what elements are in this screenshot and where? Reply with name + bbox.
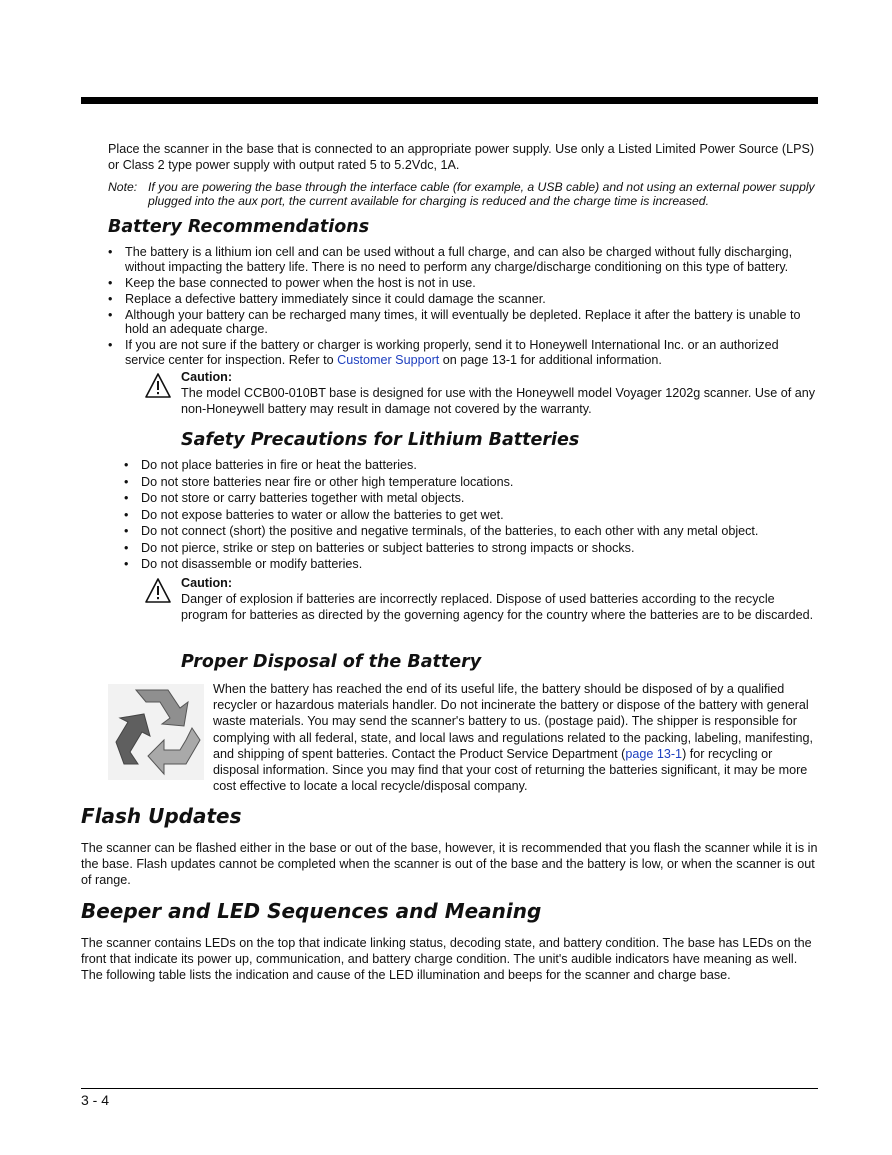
battery-recommendations-heading: Battery Recommendations xyxy=(108,217,370,237)
intro-paragraph: Place the scanner in the base that is connected to an appropriate power supply. Use only a Listed Limited Power Source (LPS) or Class 2 type power supply with output rated 5 to 5.2Vdc, 1A. xyxy=(108,142,815,173)
list-item: • Do not store or carry batteries together with metal objects. xyxy=(124,491,818,506)
list-item: • Do not connect (short) the positive and negative terminals, of the batteries, to each other with any metal object. xyxy=(124,524,818,539)
recycle-icon xyxy=(108,684,204,785)
list-item: • Replace a defective battery immediately since it could damage the scanner. xyxy=(108,292,818,307)
safety-list xyxy=(124,458,818,574)
disposal-text: When the battery has reached the end of its useful life, the battery should be disposed of by a qualified recycler or hazardous materials handler. Do not incinerate the battery or dispose of the battery with general waste materials. You may send the scanner's battery to us. (postage paid). The shipper is responsible for complying with all federal, state, and local laws and regulations related to the packing, labeling, manifesting, and shipping of spent batteries. Contact the Product Service Department ( xyxy=(213,682,813,761)
list-item: • Do not store batteries near fire or other high temperature locations. xyxy=(124,475,818,490)
beeper-led-paragraph: The scanner contains LEDs on the top that indicate linking status, decoding state, and battery condition. The base has LEDs on the front that indicate its power up, communication, and battery charge condition. The unit's audible indicators have meaning as well. The following table lists the indication and cause of the LED illumination and beeps for the scanner and charge base. xyxy=(81,936,812,983)
caution-text: Danger of explosion if batteries are incorrectly replaced. Dispose of used batteries according to the recycle program for batteries as directed by the governing agency for the country where the batteries are to be discarded. xyxy=(181,592,814,623)
flash-updates-heading: Flash Updates xyxy=(81,804,242,828)
list-item: • Although your battery can be recharged many times, it will eventually be depleted. Replace it after the battery is unable to hold an adequate charge. xyxy=(108,308,818,337)
safety-precautions-heading: Safety Precautions for Lithium Batteries xyxy=(181,430,580,450)
warning-triangle-icon xyxy=(144,577,172,610)
caution-text: The model CCB00-010BT base is designed for use with the Honeywell model Voyager 1202g scanner. Use of any non-Honeywell battery may result in damage not covered by the warranty. xyxy=(181,386,816,417)
footer-rule xyxy=(81,1088,818,1089)
list-item: • Do not pierce, strike or step on batteries or subject batteries to strong impacts or shocks. xyxy=(124,541,818,556)
list-item xyxy=(108,338,818,367)
list-item: • Keep the base connected to power when the host is not in use. xyxy=(108,276,818,291)
disposal-paragraph xyxy=(213,681,819,794)
note-text: If you are powering the base through the interface cable (for example, a USB cable) and not using an external power supply plugged into the aux port, the current available for charging is reduced and the charge time is increased. xyxy=(148,180,815,208)
beeper-led-heading: Beeper and LED Sequences and Meaning xyxy=(81,899,542,923)
caution-title: Caution: xyxy=(181,370,233,384)
page-13-1-link[interactable]: page 13-1 xyxy=(625,746,683,761)
caution-block xyxy=(181,575,819,623)
note-block xyxy=(108,180,820,208)
page-number: 3 - 4 xyxy=(81,1092,110,1108)
caution-title: Caution: xyxy=(181,576,233,590)
list-item: • Do not disassemble or modify batteries. xyxy=(124,557,818,572)
proper-disposal-heading: Proper Disposal of the Battery xyxy=(181,652,482,672)
customer-support-link[interactable]: Customer Support xyxy=(337,352,440,367)
battery-recommendations-list xyxy=(108,245,818,369)
warning-triangle-icon xyxy=(144,372,172,405)
list-item-text: If you are not sure if the battery or charger is working properly, send it to Honeywell International Inc. or an authorized service center for inspection. Refer to xyxy=(125,338,779,367)
list-item: • The battery is a lithium ion cell and can be used without a full charge, and can also be charged without fully discharging, without impacting the battery life. There is no need to perform any charge/discharge conditioning on this type of battery. xyxy=(108,245,818,274)
disposal-text: ) for recycling or disposal information. Since you may find that your cost of returning the batteries significant, it may be more cost effective to locate a local recycle/disposal company. xyxy=(213,746,808,794)
list-item: • Do not expose batteries to water or allow the batteries to get wet. xyxy=(124,508,818,523)
list-item: • Do not place batteries in fire or heat the batteries. xyxy=(124,458,818,473)
caution-block xyxy=(181,369,819,417)
flash-updates-paragraph: The scanner can be flashed either in the base or out of the base, however, it is recommended that you flash the scanner while it is in the base. Flash updates cannot be completed when the scanner is out of the base and the battery is low, or when the scanner is out of range. xyxy=(81,841,818,888)
header-rule xyxy=(81,97,818,104)
list-item-text: on page 13-1 for additional information. xyxy=(439,352,662,367)
note-label: Note: xyxy=(108,180,138,194)
